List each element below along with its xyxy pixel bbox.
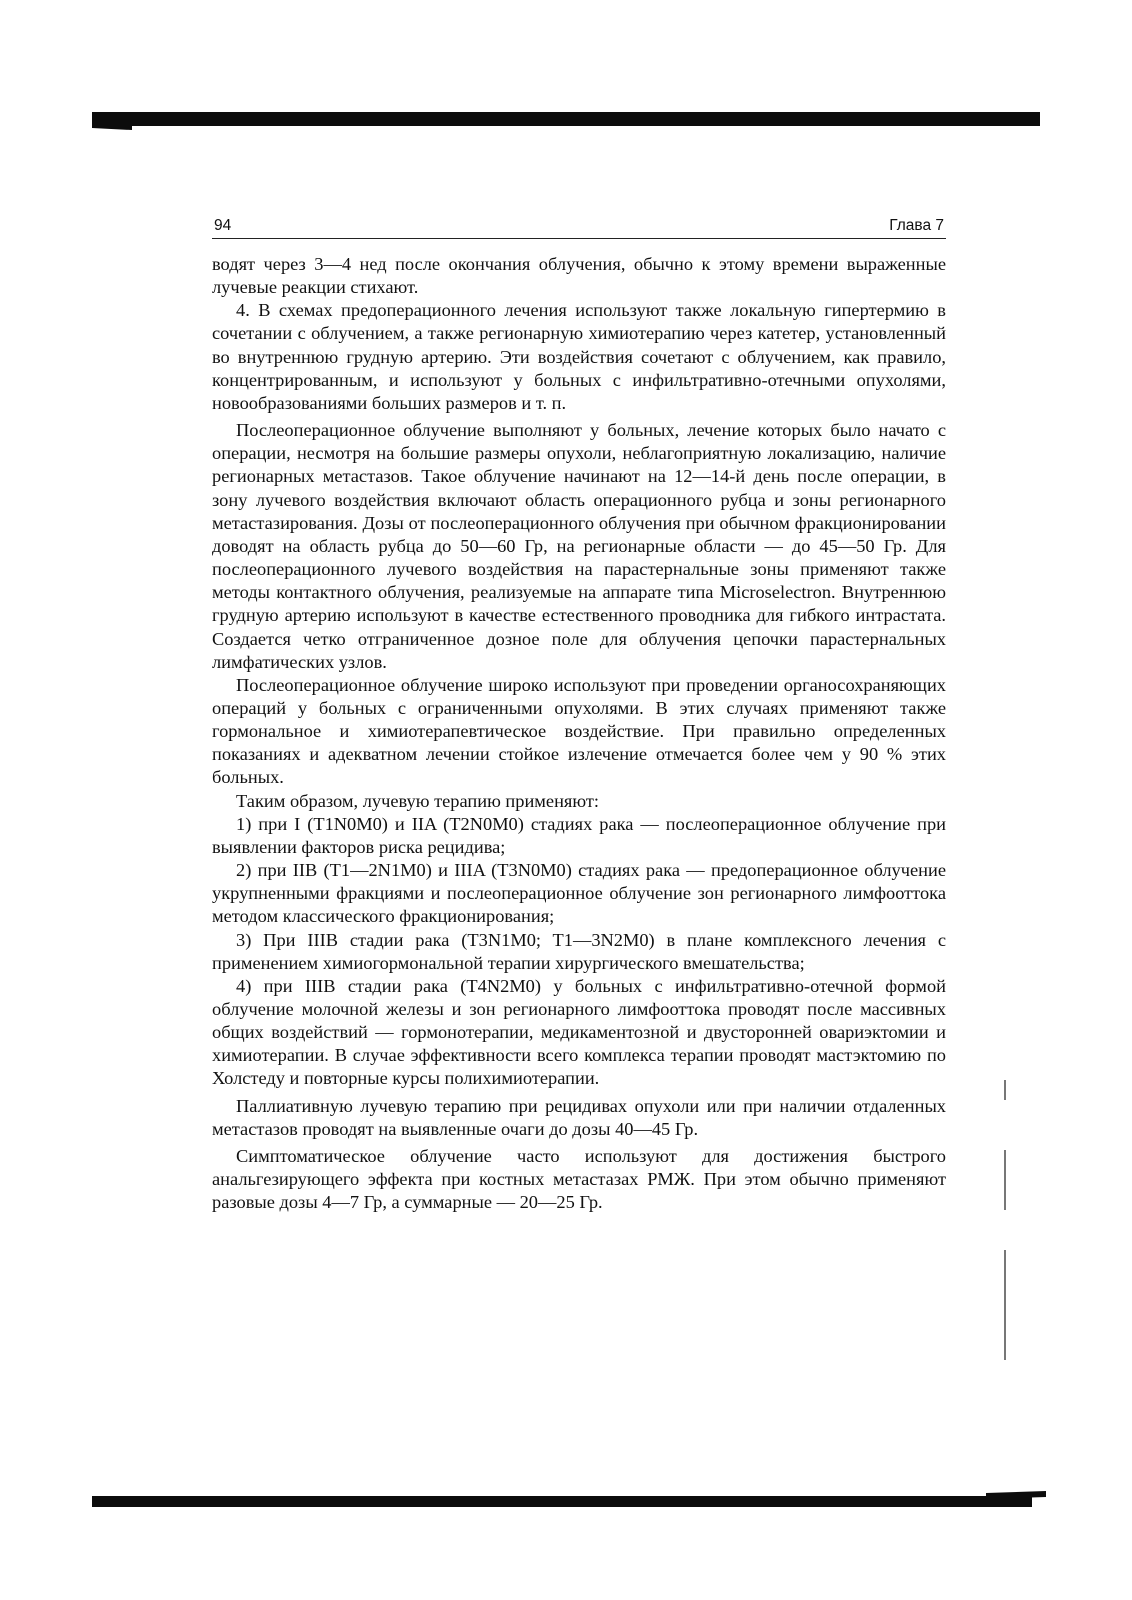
bottom-rule-bar xyxy=(92,1496,1032,1507)
page-number: 94 xyxy=(214,217,232,234)
paragraph-postop: Послеоперационное облучение выполняют у больных, лечение которых было начато с операции, несмотря на большие размеры опухоли, неблагоприятную локализацию, наличие регионарных метастазов. Такое облучение начинают на 12—14-й день после операции, в зону лучевого воздействия включают область операционного рубца и зоны регионарного метастазирования. Дозы от послеоперационного облучения при обычном фракционировании доводят на область рубца до 50—60 Гр, на регионарные области — до 45—50 Гр. Для послеоперационного лучевого воздействия на парастернальные зоны применяют также методы контактного облучения, реализуемые на аппарате типа Microselectron. Внутреннюю грудную артерию используют в качестве естественного проводника для гибкого интрастата. Создается четко отграниченное дозное поле для облучения цепочки парастернальных лимфатических узлов. xyxy=(212,420,946,672)
list-item-stage-2: 2) при IIB (T1—2N1M0) и IIIA (T3N0M0) стадиях рака — предоперационное облучение укрупненными фракциями и послеоперационное облучение зон регионарного лимфооттока методом классического фракционирования; xyxy=(212,860,946,927)
scan-artifact xyxy=(1004,1080,1006,1100)
paragraph-palliative: Паллиативную лучевую терапию при рецидивах опухоли или при наличии отдаленных метастазов проводят на выявленные очаги до дозы 40—45 Гр. xyxy=(212,1095,946,1139)
list-item-stage-3: 3) При IIIB стадии рака (T3N1M0; T1—3N2M0) в плане комплексного лечения с применением химиогормональной терапии хирургического вмешательства; xyxy=(212,929,946,973)
paragraph-continuation: водят через 3—4 нед после окончания облучения, обычно к этому времени выраженные лучевые реакции стихают. xyxy=(212,254,946,298)
paragraph-summary-intro: Таким образом, лучевую терапию применяют: xyxy=(236,790,600,811)
paragraph-organ-saving: Послеоперационное облучение широко используют при проведении органосохраняющих операций у больных с ограниченными опухолями. В этих случаях применяют также гормональное и химиотерапевтическое воздействие. При правильно определенных показаниях и адекватном лечении стойкое излечение отмечается более чем у 90 % этих больных. xyxy=(212,674,946,788)
list-item-stage-4: 4) при IIIB стадии рака (T4N2M0) у больных с инфильтративно-отечной формой облучение молочной железы и зон регионарного лимфооттока проводят после массивных общих воздействий — гормонотерапии, медикаментозной и двусторонней овариэктомии и химиотерапии. В случае эффективности всего комплекса терапии проводят мастэктомию по Холстеду и повторные курсы полихимиотерапии. xyxy=(212,975,946,1089)
chapter-label: Глава 7 xyxy=(889,217,944,234)
body-text xyxy=(212,253,946,1214)
top-rule-bar xyxy=(92,112,1040,126)
paragraph-symptomatic: Симптоматическое облучение часто используют для достижения быстрого анальгезирующего эффекта при костных метастазах РМЖ. При этом обычно применяют разовые дозы 4—7 Гр, а суммарные — 20—25 Гр. xyxy=(212,1145,946,1213)
running-header xyxy=(212,212,946,239)
list-item-stage-1: 1) при I (T1N0M0) и IIA (T2N0M0) стадиях рака — послеоперационное облучение при выявлении факторов риска рецидива; xyxy=(212,813,946,857)
scan-artifact xyxy=(1004,1150,1006,1210)
scan-artifact xyxy=(1004,1250,1006,1360)
paragraph-item-4: 4. В схемах предоперационного лечения используют также локальную гипертермию в сочетании с облучением, а также регионарную химиотерапию через катетер, установленный во внутреннюю грудную артерию. Эти воздействия сочетают с облучением, как правило, концентрированным, и используют у больных с инфильтративно-отечными опухолями, новообразованиями больших размеров и т. п. xyxy=(212,300,946,413)
